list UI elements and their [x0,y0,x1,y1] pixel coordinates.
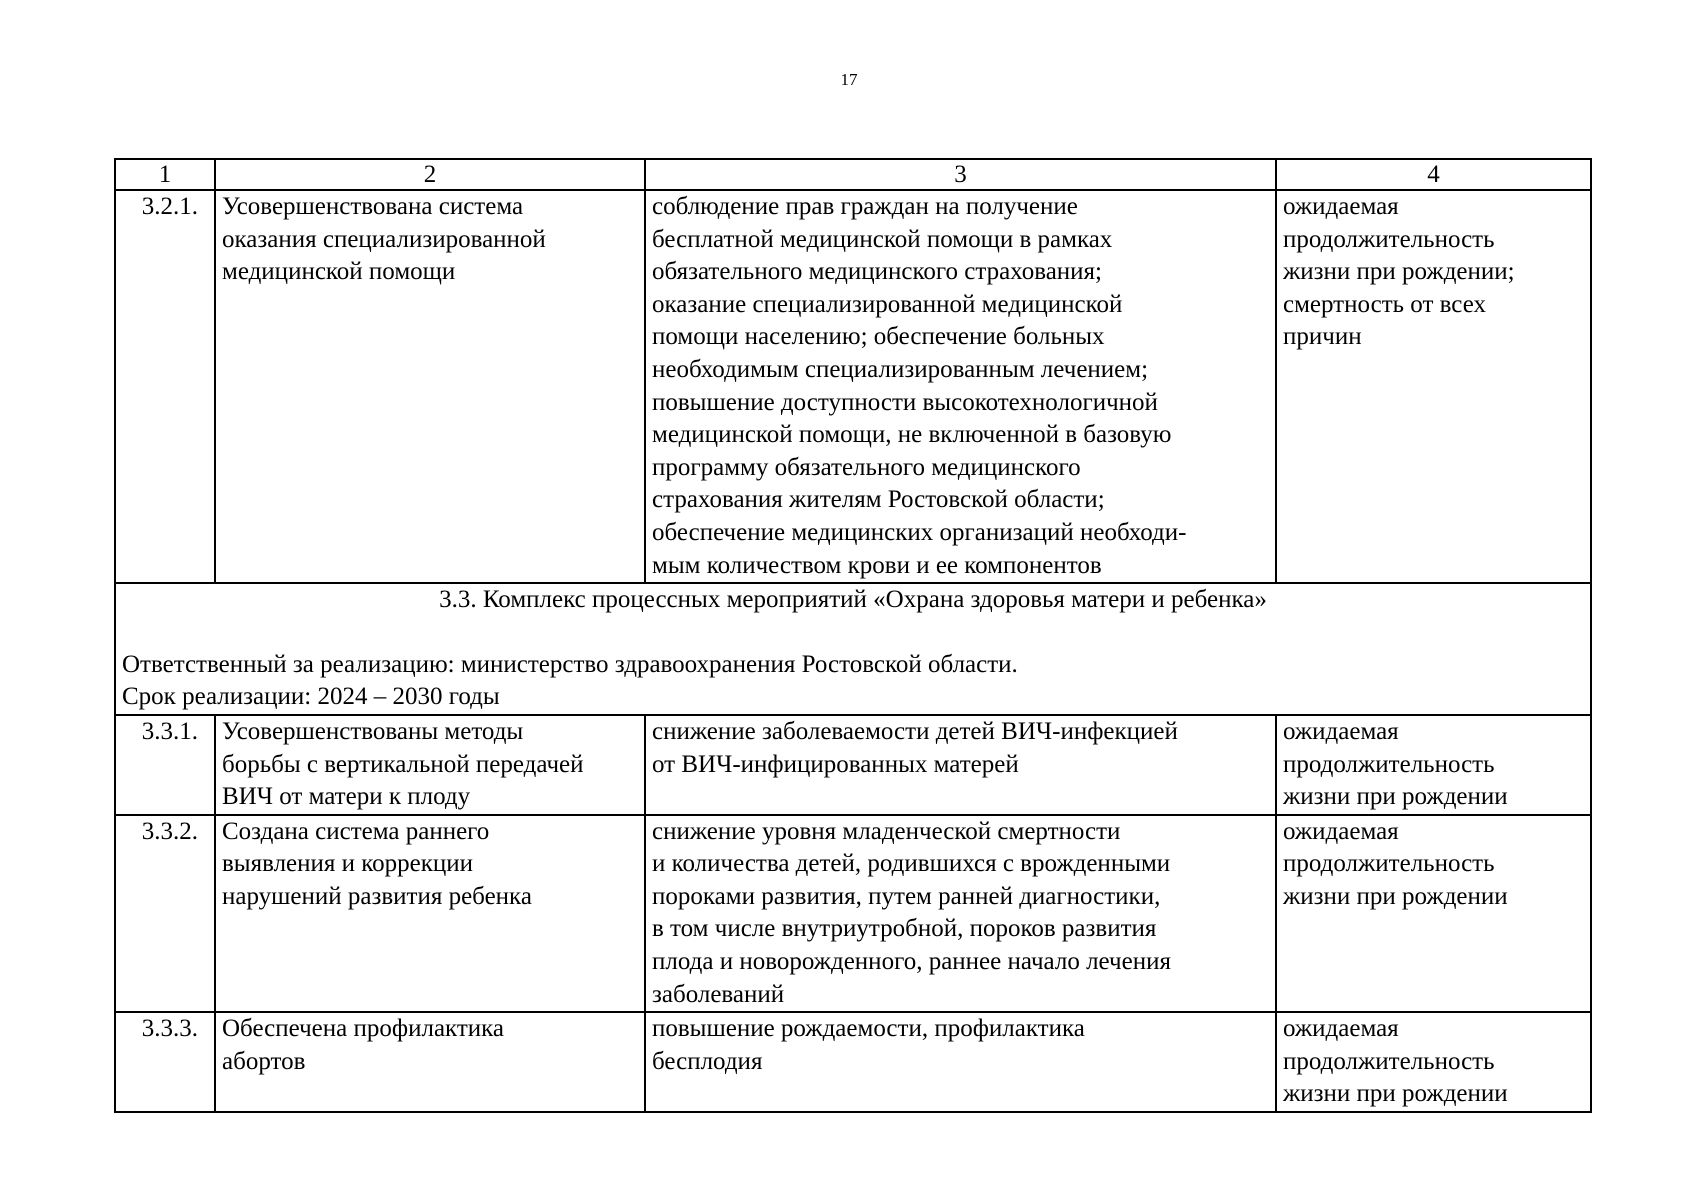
column-header-3: 3 [645,159,1276,190]
section-title: 3.3. Комплекс процессных мероприятий «Охрана здоровья матери и ребенка» [439,586,1267,614]
row-number: 3.3.1. [115,715,215,815]
table-row [115,1012,1591,1112]
table-row [115,815,1591,1013]
row-number: 3.2.1. [115,190,215,583]
section-responsible: Ответственный за реализацию: министерство здравоохранения Ростовской области. [122,650,1018,678]
table-header-row [115,159,1591,190]
row-description: повышение рождаемости, профилактика бесплодия [645,1012,1276,1112]
column-header-1: 1 [115,159,215,190]
row-indicator: ожидаемая продолжительность жизни при рождении; смертность от всех причин [1276,190,1591,583]
table-row [115,715,1591,815]
page-number: 17 [840,70,858,89]
column-header-4: 4 [1276,159,1591,190]
row-indicator: ожидаемая продолжительность жизни при рождении [1276,715,1591,815]
row-number: 3.3.3. [115,1012,215,1112]
row-indicator: ожидаемая продолжительность жизни при рождении [1276,815,1591,1013]
row-task: Создана система раннего выявления и коррекции нарушений развития ребенка [215,815,645,1013]
row-number: 3.3.2. [115,815,215,1013]
measures-table [114,158,1592,1113]
row-task: Обеспечена профилактика абортов [215,1012,645,1112]
column-header-2: 2 [215,159,645,190]
row-description: снижение заболеваемости детей ВИЧ-инфекцией от ВИЧ-инфицированных матерей [645,715,1276,815]
section-period: Срок реализации: 2024 – 2030 годы [122,683,500,711]
row-description: снижение уровня младенческой смертности и количества детей, родившихся с врожденными пороками развития, путем ранней диагностики, в том числе внутриутробной, пороков развития плода и новорожденного, раннее начало лечения заболеваний [645,815,1276,1013]
row-description: соблюдение прав граждан на получение бесплатной медицинской помощи в рамках обязательного медицинского страхования; оказание специализированной медицинской помощи населению; обеспечение больных необходимым специализированным лечением; повышение доступности высокотехнологичной медицинской помощи, не включенной в базовую программу обязательного медицинского страхования жителям Ростовской области; обеспечение медицинских организаций необходи- мым количеством крови и ее компонентов [645,190,1276,583]
table-row [115,190,1591,583]
section-row [115,583,1591,715]
row-task: Усовершенствованы методы борьбы с вертикальной передачей ВИЧ от матери к плоду [215,715,645,815]
row-indicator: ожидаемая продолжительность жизни при рождении [1276,1012,1591,1112]
section-cell [115,583,1591,715]
row-task: Усовершенствована система оказания специализированной медицинской помощи [215,190,645,583]
